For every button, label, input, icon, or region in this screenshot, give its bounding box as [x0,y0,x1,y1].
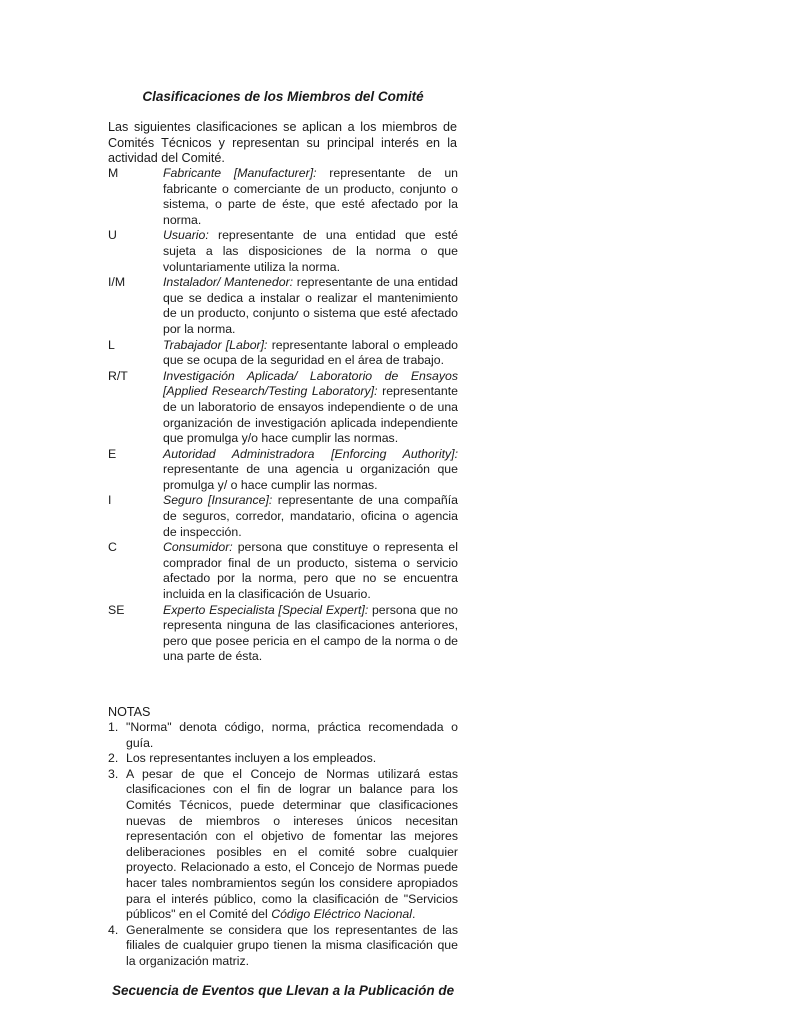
classification-description [163,369,458,447]
classification-item [108,228,458,275]
classification-name: Instalador/ Mantenedor: [163,275,294,290]
classification-description [163,540,458,602]
classification-list [108,166,458,665]
classification-text: representante laboral o empleado que se ocupa de la seguridad en el área de trabajo. [163,337,458,368]
classification-text: representante de una entidad que se dedica a instalar o realizar el mantenimiento de un producto, conjunto o sistema que esté afectado por la norma. [163,275,458,336]
classification-item [108,369,458,447]
note-item [108,767,458,923]
note-number: 1. [108,720,119,734]
classification-description [163,338,458,369]
note-number: 4. [108,922,119,937]
classification-code: M [108,166,119,180]
classification-text: persona que constituye o representa el comprador final de un producto, sistema o servicio afectado por la norma, pero que no se encuentra incluida en la clasificación de Usuario. [163,540,458,602]
note-item [108,751,458,767]
note-text: Generalmente se considera que los representantes de las filiales de cualquier grupo tienen la misma clasificación que la organización matriz. [126,922,458,968]
classification-description [163,447,458,494]
classification-description [163,275,458,337]
classification-code: R/T [108,368,128,383]
note-item [108,720,458,751]
page-title: Clasificaciones de los Miembros del Comité [142,89,424,104]
intro-paragraph: Las siguientes clasificaciones se aplican a los miembros de Comités Técnicos y representan su principal interés en la actividad del Comité. [108,120,457,166]
classification-description [163,166,458,228]
classification-item [108,493,458,540]
classification-name: Investigación Aplicada/ Laboratorio de Ensayos [Applied Research/Testing Laboratory]: [163,368,458,399]
note-number: 3. [108,766,119,781]
classification-item [108,275,458,337]
classification-description [163,493,458,540]
classification-text: representante de una agencia u organización que promulga y/ o hace cumplir las normas. [163,462,458,492]
classification-description [163,603,458,665]
note-text-end: . [412,907,416,922]
classification-name: Trabajador [Labor]: [163,337,268,352]
note-text-italic: Código Eléctrico Nacional [271,907,412,922]
classification-text: persona que no representa ninguna de las clasificaciones anteriores, pero que posee pericia en el campo de la norma o de una parte de ésta. [163,602,458,664]
classification-text: representante de un fabricante o comerciante de un producto, conjunto o sistema, o parte de éste, que esté afectado por la norma. [163,166,459,227]
classification-name: Usuario: [163,228,209,243]
classification-code: I/M [108,275,126,290]
classification-code: U [108,228,117,243]
classification-item [108,166,458,228]
classification-code: E [108,446,117,461]
classification-text: representante de una compañía de seguros, corredor, mandatario, oficina o agencia de inspección. [163,493,458,539]
notes-list [108,720,458,970]
notes-heading: NOTAS [108,705,151,719]
classification-code: C [108,540,117,555]
classification-name: Autoridad Administradora [Enforcing Authority]: [163,446,458,461]
classification-description [163,228,458,275]
note-text [126,767,458,923]
classification-name: Experto Especialista [Special Expert]: [163,602,369,617]
classification-item [108,338,458,369]
note-text: Los representantes incluyen a los empleados. [126,751,377,766]
classification-code: SE [108,602,125,617]
classification-item [108,540,458,602]
note-text: "Norma" denota código, norma, práctica recomendada o guía. [126,720,458,750]
classification-item [108,603,458,665]
section-heading: Secuencia de Eventos que Llevan a la Publicación de [112,983,455,998]
classification-code: I [108,493,112,508]
classification-code: L [108,337,115,352]
note-item [108,923,458,970]
classification-text: representante de un laboratorio de ensayos independiente o de una organización de investigación aplicada independiente que promulga y/o hace cumplir las normas. [163,384,458,446]
classification-name: Consumidor: [163,540,233,555]
classification-name: Fabricante [Manufacturer]: [163,166,317,180]
note-text-part: A pesar de que el Concejo de Normas utilizará estas clasificaciones con el fin de lograr un balance para los Comités Técnicos, puede determinar que clasificaciones nuevas de miembros o intereses únicos necesitan representación con el objetivo de fomentar las mejores deliberaciones posibles en el comité sobre cualquier proyecto. Relacionado a esto, el Concejo de Normas puede hacer tales nombramientos según los considere apropiados para el interés público, como la clasificación de "Servicios públicos" en el Comité del [126,766,458,922]
note-number: 2. [108,751,119,766]
classification-item [108,447,458,494]
classification-name: Seguro [Insurance]: [163,493,273,508]
classification-text: representante de una entidad que esté sujeta a las disposiciones de la norma o que voluntariamente utiliza la norma. [163,228,458,274]
